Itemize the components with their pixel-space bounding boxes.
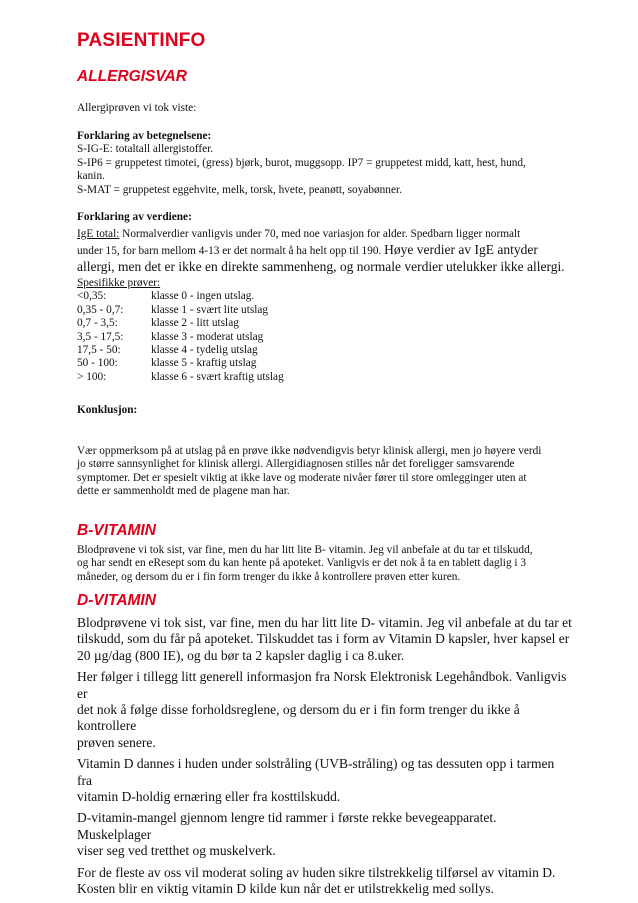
class-desc: klasse 2 - litt utslag <box>151 317 239 330</box>
allergi-intro: Allergiprøven vi tok viste: <box>77 102 197 114</box>
spesifikke-prover <box>77 277 572 384</box>
dvitamin-line: Her følger i tillegg litt generell informasjon fra Norsk Elektronisk Legehåndbok. Vanligvis er <box>77 669 567 701</box>
class-row <box>77 290 572 303</box>
dvitamin-line: tilskudd, som du får på apoteket. Tilskuddet tas i form av Vitamin D kapsler, hver kapsel er <box>77 631 570 647</box>
bvitamin-heading: B-VITAMIN <box>77 522 156 539</box>
forklaring-label: Forklaring av betegnelsene: <box>77 130 212 142</box>
dvitamin-text <box>77 615 572 898</box>
ige-label: IgE total: <box>77 228 120 240</box>
ige-explanation <box>77 228 572 275</box>
class-row <box>77 317 572 330</box>
dvitamin-paragraph <box>77 810 572 859</box>
page-title: PASIENTINFO <box>77 30 206 51</box>
forklaring-betegnelser <box>77 130 572 197</box>
bvitamin-line: og har sendt en eResept som du kan hente på apoteket. Vanligvis er det nok å ta en tablett daglig i 3 <box>77 557 527 570</box>
dvitamin-paragraph <box>77 756 572 805</box>
class-range: 17,5 - 50: <box>77 344 121 357</box>
forklaring-line: S-IP6 = gruppetest timotei, (gress) bjørk, burot, muggsopp. IP7 = gruppetest midd, katt, hest, hund, <box>77 156 526 169</box>
dvitamin-line: vitamin D-holdig ernæring eller fra kosttilskudd. <box>77 789 341 805</box>
bvitamin-line: måneder, og dersom du er i fin form trenger du ikke å kontrollere prøven etter kuren. <box>77 570 461 583</box>
allergi-heading: ALLERGISVAR <box>77 68 187 85</box>
verdier-label: Forklaring av verdiene: <box>77 211 192 223</box>
konklusjon-line: symptomer. Det er spesielt viktig at ikke lave og moderate nivåer fører til store omlegginger uten at <box>77 471 527 484</box>
class-range: > 100: <box>77 370 107 383</box>
dvitamin-line: D-vitamin-mangel gjennom lengre tid rammer i første rekke bevegeapparatet. Muskelplager <box>77 810 497 842</box>
class-row <box>77 304 572 317</box>
dvitamin-paragraph <box>77 615 572 664</box>
dvitamin-line: For de fleste av oss vil moderat soling av huden sikre tilstrekkelig tilførsel av vitamin D. <box>77 864 556 880</box>
konklusjon-text <box>77 445 572 499</box>
dvitamin-line: viser seg ved tretthet og muskelverk. <box>77 843 276 859</box>
class-range: <0,35: <box>77 290 107 303</box>
konklusjon-label: Konklusjon: <box>77 404 138 416</box>
class-desc: klasse 4 - tydelig utslag <box>151 344 258 357</box>
konklusjon-line: jo større sannsynlighet for klinisk allergi. Allergidiagnosen stilles når det foreligger samsvarende <box>77 458 515 471</box>
class-desc: klasse 6 - svært kraftig utslag <box>151 370 284 383</box>
ige-line2-large: Høye verdier av IgE antyder <box>384 242 538 258</box>
class-row <box>77 357 572 370</box>
forklaring-line: kanin. <box>77 170 105 183</box>
bvitamin-line: Blodprøvene vi tok sist, var fine, men du har litt lite B- vitamin. Jeg vil anbefale at du tar et tilskudd, <box>77 544 533 556</box>
class-row <box>77 344 572 357</box>
class-range: 0,35 - 0,7: <box>77 303 124 316</box>
ige-line2-small: under 15, for barn mellom 4-13 er det normalt å ha helt opp til 190. <box>77 245 385 258</box>
class-desc: klasse 0 - ingen utslag. <box>151 290 255 303</box>
dvitamin-line: Kosten blir en viktig vitamin D kilde kun når det er utilstrekkelig med sollys. <box>77 881 494 897</box>
class-range: 3,5 - 17,5: <box>77 330 124 343</box>
dvitamin-heading: D-VITAMIN <box>77 592 156 609</box>
ige-line3: allergi, men det er ikke en direkte sammenheng, og normale verdier utelukker ikke allergi. <box>77 258 565 274</box>
class-row <box>77 371 572 384</box>
dvitamin-line: prøven senere. <box>77 734 156 750</box>
class-row <box>77 331 572 344</box>
konklusjon-line: Vær oppmerksom på at utslag på en prøve ikke nødvendigvis betyr klinisk allergi, men jo høyere verdi <box>77 445 542 457</box>
dvitamin-line: Blodprøvene vi tok sist, var fine, men du har litt lite D- vitamin. Jeg vil anbefale at du tar et <box>77 615 572 630</box>
forklaring-line: S-IG-E: totaltall allergistoffer. <box>77 143 214 156</box>
dvitamin-paragraph <box>77 865 572 898</box>
class-desc: klasse 3 - moderat utslag <box>151 330 264 343</box>
bvitamin-text <box>77 544 572 584</box>
konklusjon-line: dette er sammenholdt med de plagene man har. <box>77 485 290 498</box>
dvitamin-line: Vitamin D dannes i huden under solstråling (UVB-stråling) og tas dessuten opp i tarmen fra <box>77 756 555 788</box>
forklaring-line: S-MAT = gruppetest eggehvite, melk, torsk, hvete, peanøtt, soyabønner. <box>77 183 402 196</box>
class-range: 0,7 - 3,5: <box>77 317 118 330</box>
ige-line1: Normalverdier vanligvis under 70, med noe variasjon for alder. Spedbarn ligger normalt <box>119 228 521 240</box>
class-desc: klasse 1 - svært lite utslag <box>151 303 269 316</box>
dvitamin-line: det nok å følge disse forholdsreglene, og dersom du er i fin form trenger du ikke å kontrollere <box>77 702 520 734</box>
dvitamin-line: 20 µg/dag (800 IE), og du bør ta 2 kapsler daglig i ca 8.uker. <box>77 647 405 663</box>
spesifikke-label: Spesifikke prøver: <box>77 277 161 289</box>
dvitamin-paragraph <box>77 669 572 751</box>
class-desc: klasse 5 - kraftig utslag <box>151 357 257 370</box>
class-range: 50 - 100: <box>77 357 118 370</box>
